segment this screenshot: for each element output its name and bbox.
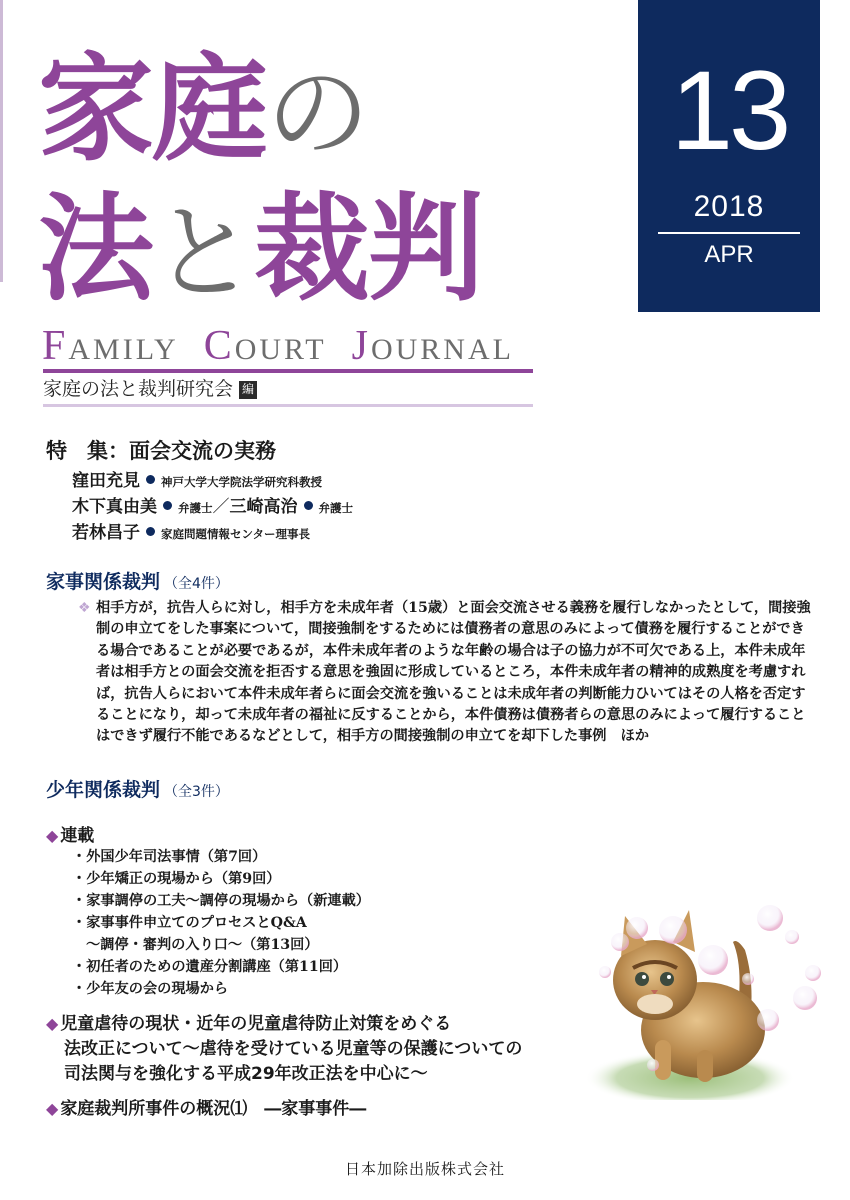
series-item-continuation: ～調停・審判の入り口～（第13回） bbox=[86, 937, 319, 953]
purple-divider bbox=[43, 369, 533, 373]
series-item: ・家事調停の工夫～調停の現場から（新連載） bbox=[72, 893, 370, 909]
bullet-dot-icon bbox=[146, 527, 155, 536]
series-item: ・家事事件申立てのプロセスとQ&A bbox=[72, 915, 307, 931]
section-count: （全3件） bbox=[164, 784, 229, 800]
section-heading-family-cases bbox=[46, 567, 229, 594]
section-heading-juvenile-cases bbox=[46, 775, 229, 802]
subtitle-capital: F bbox=[42, 323, 69, 369]
series-item: ・初任者のための遺産分割講座（第11回） bbox=[72, 959, 348, 975]
diamond-cluster-icon: ❖ bbox=[78, 600, 91, 616]
feature-authors bbox=[72, 468, 353, 546]
series-title: 連載 bbox=[60, 826, 95, 846]
title-segment: と bbox=[152, 192, 255, 314]
author-name: 木下真由美 bbox=[72, 497, 157, 517]
english-subtitle bbox=[42, 322, 532, 370]
subtitle-rest: OURNAL bbox=[370, 333, 514, 366]
author-affiliation: 家庭問題情報センター理事長 bbox=[161, 527, 311, 541]
article-child-abuse bbox=[46, 1011, 522, 1087]
article-line: 司法関与を強化する平成29年改正法を中心に～ bbox=[64, 1064, 428, 1084]
series-heading bbox=[46, 821, 94, 846]
issue-month: APR bbox=[704, 241, 754, 268]
feature-label: 特 bbox=[46, 439, 67, 463]
author-affiliation: 弁護士 bbox=[318, 501, 353, 515]
author-name: 窪田充見 bbox=[72, 471, 140, 491]
issue-divider bbox=[658, 232, 800, 234]
bullet-dot-icon bbox=[163, 501, 172, 510]
diamond-icon: ◆ bbox=[46, 1099, 59, 1118]
author-separator: ／ bbox=[212, 497, 230, 517]
section-title: 少年関係裁判 bbox=[46, 779, 161, 801]
publisher-name: 日本加除出版株式会社 bbox=[344, 1160, 505, 1178]
section-count: （全4件） bbox=[164, 576, 229, 592]
subtitle-capital: C bbox=[203, 323, 235, 369]
author-row bbox=[72, 494, 353, 520]
subtitle-word bbox=[351, 323, 514, 369]
editor-name: 家庭の法と裁判研究会 bbox=[43, 378, 234, 400]
bullet-dot-icon bbox=[304, 501, 313, 510]
series-list bbox=[72, 846, 370, 1000]
author-affiliation: 神戸大学大学院法学研究科教授 bbox=[161, 475, 322, 489]
diamond-icon: ◆ bbox=[46, 826, 59, 845]
case-summary-text: 相手方が，抗告人らに対し，相手方を未成年者（15歳）と面会交流させる義務を履行しなかったとして，間接強制の申立てをした事案について，間接強制をするためには債務者の意思のみによって債務を履行することができる場合であることが必要であるが，本件未成年者のような年齢の場合は子の協力が不可欠である上，本件未成年者は相手方との面会交流を拒否する意思を強固に形成しているところ，本件未成年者の精神的成熟度を考慮すれば，抗告人らにおいて本件未成年者らに面会交流を強いることは未成年者の判断能力ひいてはその人格を否定することになり，却って未成年者の福祉に反することから，本件債務は債務者らの意思のみによって履行することはできず履行不能であるなどとして，相手方の間接強制の申立てを却下した事例 ほか bbox=[96, 600, 811, 745]
title-segment: の bbox=[266, 52, 369, 174]
issue-box bbox=[638, 0, 820, 312]
subtitle-rest: AMILY bbox=[68, 333, 179, 366]
title-segment: 裁判 bbox=[254, 182, 483, 317]
feature-topic: 集：面会交流の実務 bbox=[87, 439, 276, 463]
issue-number: 13 bbox=[670, 48, 788, 173]
title-segment: 法 bbox=[38, 182, 152, 317]
feature-title bbox=[46, 435, 276, 465]
subtitle-rest: OURT bbox=[234, 333, 327, 366]
author-row bbox=[72, 520, 353, 546]
subtitle-word bbox=[42, 323, 179, 369]
left-edge-accent-line bbox=[0, 0, 3, 282]
section-title: 家事関係裁判 bbox=[46, 571, 161, 593]
author-row bbox=[72, 468, 353, 494]
journal-title-line-1 bbox=[38, 40, 368, 183]
title-segment: 家庭 bbox=[38, 42, 266, 177]
author-name: 若林昌子 bbox=[72, 523, 140, 543]
author-affiliation: 弁護士 bbox=[178, 501, 213, 515]
issue-year: 2018 bbox=[693, 190, 765, 223]
article-line: 法改正について～虐待を受けている児童等の保護についての bbox=[64, 1039, 523, 1059]
subtitle-capital: J bbox=[351, 323, 371, 369]
editor-badge: 編 bbox=[239, 381, 257, 399]
article-case-overview bbox=[46, 1096, 366, 1122]
article-line: 家庭裁判所事件の概況⑴ ―家事事件― bbox=[60, 1099, 367, 1119]
kitten-illustration bbox=[585, 880, 825, 1100]
journal-title-line-2 bbox=[38, 180, 482, 323]
series-item: ・外国少年司法事情（第7回） bbox=[72, 849, 267, 865]
editor-credit bbox=[43, 376, 257, 402]
series-item: ・少年友の会の現場から bbox=[72, 981, 229, 997]
author-name: 三崎高治 bbox=[229, 497, 298, 517]
subtitle-word bbox=[203, 323, 327, 369]
case-summary bbox=[78, 598, 818, 748]
series-item: ・少年矯正の現場から（第9回） bbox=[72, 871, 281, 887]
bullet-dot-icon bbox=[146, 475, 155, 484]
lavender-divider bbox=[43, 404, 533, 407]
article-line: 児童虐待の現状・近年の児童虐待防止対策をめぐる bbox=[60, 1014, 452, 1034]
diamond-icon: ◆ bbox=[46, 1014, 59, 1033]
